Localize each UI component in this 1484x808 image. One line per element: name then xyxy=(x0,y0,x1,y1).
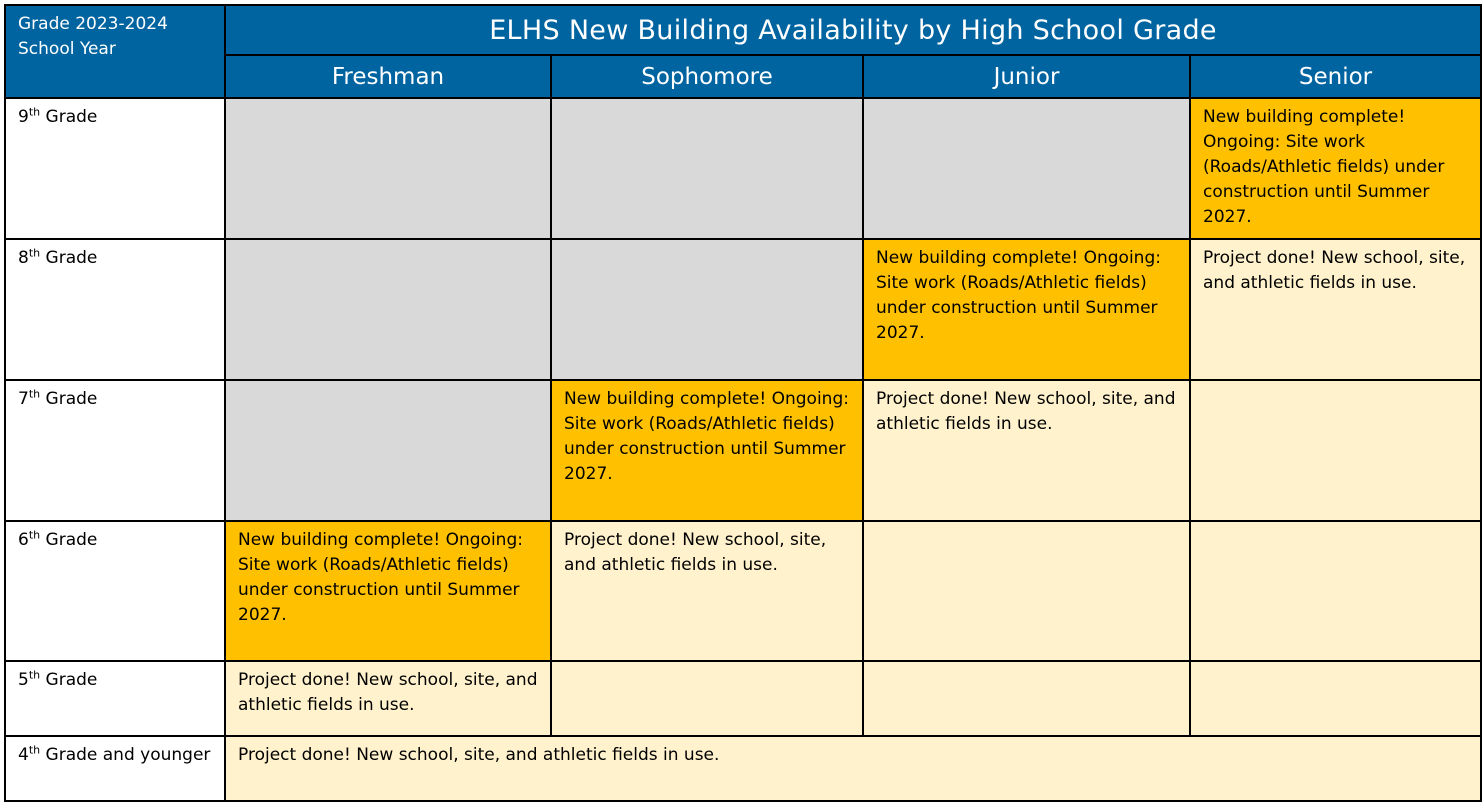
row-header xyxy=(5,239,225,380)
row-header xyxy=(5,736,225,801)
cell-gray xyxy=(863,98,1190,239)
cell-gray xyxy=(225,380,551,521)
cell-new: New building complete! Ongoing: Site work (Roads/Athletic fields) under construction until Summer 2027. xyxy=(1190,98,1481,239)
grade-label: Grade xyxy=(40,107,98,127)
grade-label: Grade xyxy=(40,389,98,409)
table-row xyxy=(5,380,1481,521)
grade-suffix: th xyxy=(28,743,41,757)
table-row xyxy=(5,736,1481,801)
grade-label: Grade xyxy=(40,530,98,550)
grade-suffix: th xyxy=(28,668,41,682)
cell-done: Project done! New school, site, and athletic fields in use. xyxy=(225,661,551,736)
grade-suffix: th xyxy=(28,246,41,260)
cell-done: Project done! New school, site, and athletic fields in use. xyxy=(1190,239,1481,380)
grade-suffix: th xyxy=(28,528,41,542)
row-header xyxy=(5,661,225,736)
table-title: ELHS New Building Availability by High School Grade xyxy=(225,5,1481,55)
row-header xyxy=(5,521,225,661)
grade-number: 9 xyxy=(18,107,29,127)
table-row xyxy=(5,239,1481,380)
availability-table xyxy=(4,4,1482,802)
column-header-freshman: Freshman xyxy=(225,55,551,98)
cell-done: Project done! New school, site, and athletic fields in use. xyxy=(863,380,1190,521)
grade-suffix: th xyxy=(28,105,41,119)
cell-empty xyxy=(551,661,863,736)
table-row xyxy=(5,661,1481,736)
grade-number: 4 xyxy=(18,745,29,765)
cell-empty xyxy=(863,521,1190,661)
cell-new: New building complete! Ongoing: Site work (Roads/Athletic fields) under construction until Summer 2027. xyxy=(551,380,863,521)
cell-gray xyxy=(225,98,551,239)
column-header-sophomore: Sophomore xyxy=(551,55,863,98)
grade-number: 7 xyxy=(18,389,29,409)
grade-number: 5 xyxy=(18,670,29,690)
grade-label: Grade xyxy=(40,248,98,268)
cell-gray xyxy=(551,98,863,239)
row-header xyxy=(5,380,225,521)
cell-gray xyxy=(551,239,863,380)
grade-number: 6 xyxy=(18,530,29,550)
cell-empty xyxy=(1190,380,1481,521)
grade-suffix: th xyxy=(28,387,41,401)
grade-label: Grade xyxy=(40,670,98,690)
grade-number: 8 xyxy=(18,248,29,268)
table-row xyxy=(5,98,1481,239)
cell-empty xyxy=(1190,521,1481,661)
cell-empty xyxy=(863,661,1190,736)
cell-new: New building complete! Ongoing: Site work (Roads/Athletic fields) under construction until Summer 2027. xyxy=(225,521,551,661)
cell-new: New building complete! Ongoing: Site work (Roads/Athletic fields) under construction until Summer 2027. xyxy=(863,239,1190,380)
cell-gray xyxy=(225,239,551,380)
cell-project-done: Project done! New school, site, and athletic fields in use. xyxy=(225,736,1481,801)
cell-empty xyxy=(1190,661,1481,736)
column-header-junior: Junior xyxy=(863,55,1190,98)
table-row xyxy=(5,521,1481,661)
table-body xyxy=(5,98,1481,801)
row-header xyxy=(5,98,225,239)
corner-header: Grade 2023-2024 School Year xyxy=(5,5,225,98)
column-header-senior: Senior xyxy=(1190,55,1481,98)
cell-done: Project done! New school, site, and athletic fields in use. xyxy=(551,521,863,661)
grade-label: Grade and younger xyxy=(40,745,211,765)
